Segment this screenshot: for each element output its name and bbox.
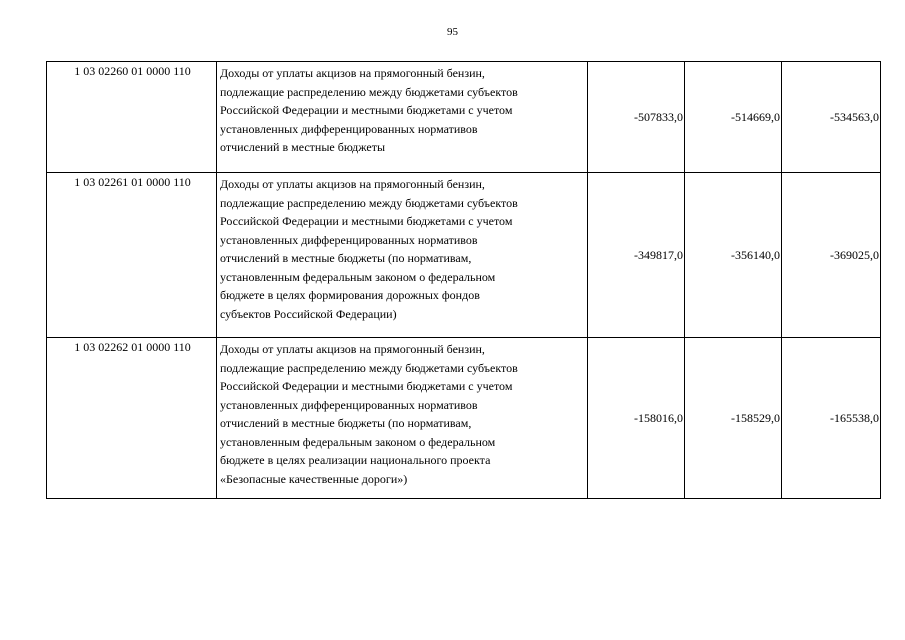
description-line: отчислений в местные бюджеты (по нормативам, (220, 416, 472, 430)
budget-code-cell: 1 03 02262 01 0000 110 (47, 338, 217, 499)
value-cell-2: -158529,0 (685, 338, 782, 499)
budget-code-cell: 1 03 02260 01 0000 110 (47, 62, 217, 173)
value-cell-3: -534563,0 (782, 62, 881, 173)
value-cell-3: -165538,0 (782, 338, 881, 499)
description-line: установленным федеральным законом о федеральном (220, 434, 496, 449)
description-line: Российской Федерации и местными бюджетами с учетом (220, 214, 513, 228)
description-cell (217, 62, 588, 173)
description-line: бюджете в целях реализации национального проекта (220, 453, 491, 467)
table-row (47, 338, 881, 499)
description-line: установленных дифференцированных нормативов (220, 232, 478, 247)
description-line: установленных дифференцированных нормативов (220, 121, 478, 136)
description-line: подлежащие распределению между бюджетами субъектов (220, 360, 518, 375)
revenue-table (46, 61, 881, 499)
value-cell-3: -369025,0 (782, 173, 881, 338)
description-line: Российской Федерации и местными бюджетами с учетом (220, 379, 513, 393)
description-line: установленных дифференцированных нормативов (220, 397, 478, 412)
description-line: Российской Федерации и местными бюджетами с учетом (220, 103, 513, 117)
table-row (47, 173, 881, 338)
description-line: отчислений в местные бюджеты (220, 140, 386, 154)
budget-code-cell: 1 03 02261 01 0000 110 (47, 173, 217, 338)
description-cell (217, 338, 588, 499)
table-row (47, 62, 881, 173)
value-cell-1: -158016,0 (588, 338, 685, 499)
value-cell-2: -356140,0 (685, 173, 782, 338)
page-number: 95 (447, 26, 458, 38)
value-cell-1: -507833,0 (588, 62, 685, 173)
description-line: подлежащие распределению между бюджетами субъектов (220, 195, 518, 210)
description-cell (217, 173, 588, 338)
description-line: Доходы от уплаты акцизов на прямогонный бензин, (220, 66, 485, 80)
description-line: субъектов Российской Федерации) (220, 306, 397, 321)
description-line: отчислений в местные бюджеты (по нормативам, (220, 251, 472, 265)
value-cell-2: -514669,0 (685, 62, 782, 173)
value-cell-1: -349817,0 (588, 173, 685, 338)
description-line: бюджете в целях формирования дорожных фондов (220, 288, 480, 302)
description-line: установленным федеральным законом о федеральном (220, 269, 496, 284)
description-line: Доходы от уплаты акцизов на прямогонный бензин, (220, 342, 485, 356)
description-line: подлежащие распределению между бюджетами субъектов (220, 84, 518, 99)
description-line: Доходы от уплаты акцизов на прямогонный бензин, (220, 177, 485, 191)
description-line: «Безопасные качественные дороги») (220, 471, 408, 486)
